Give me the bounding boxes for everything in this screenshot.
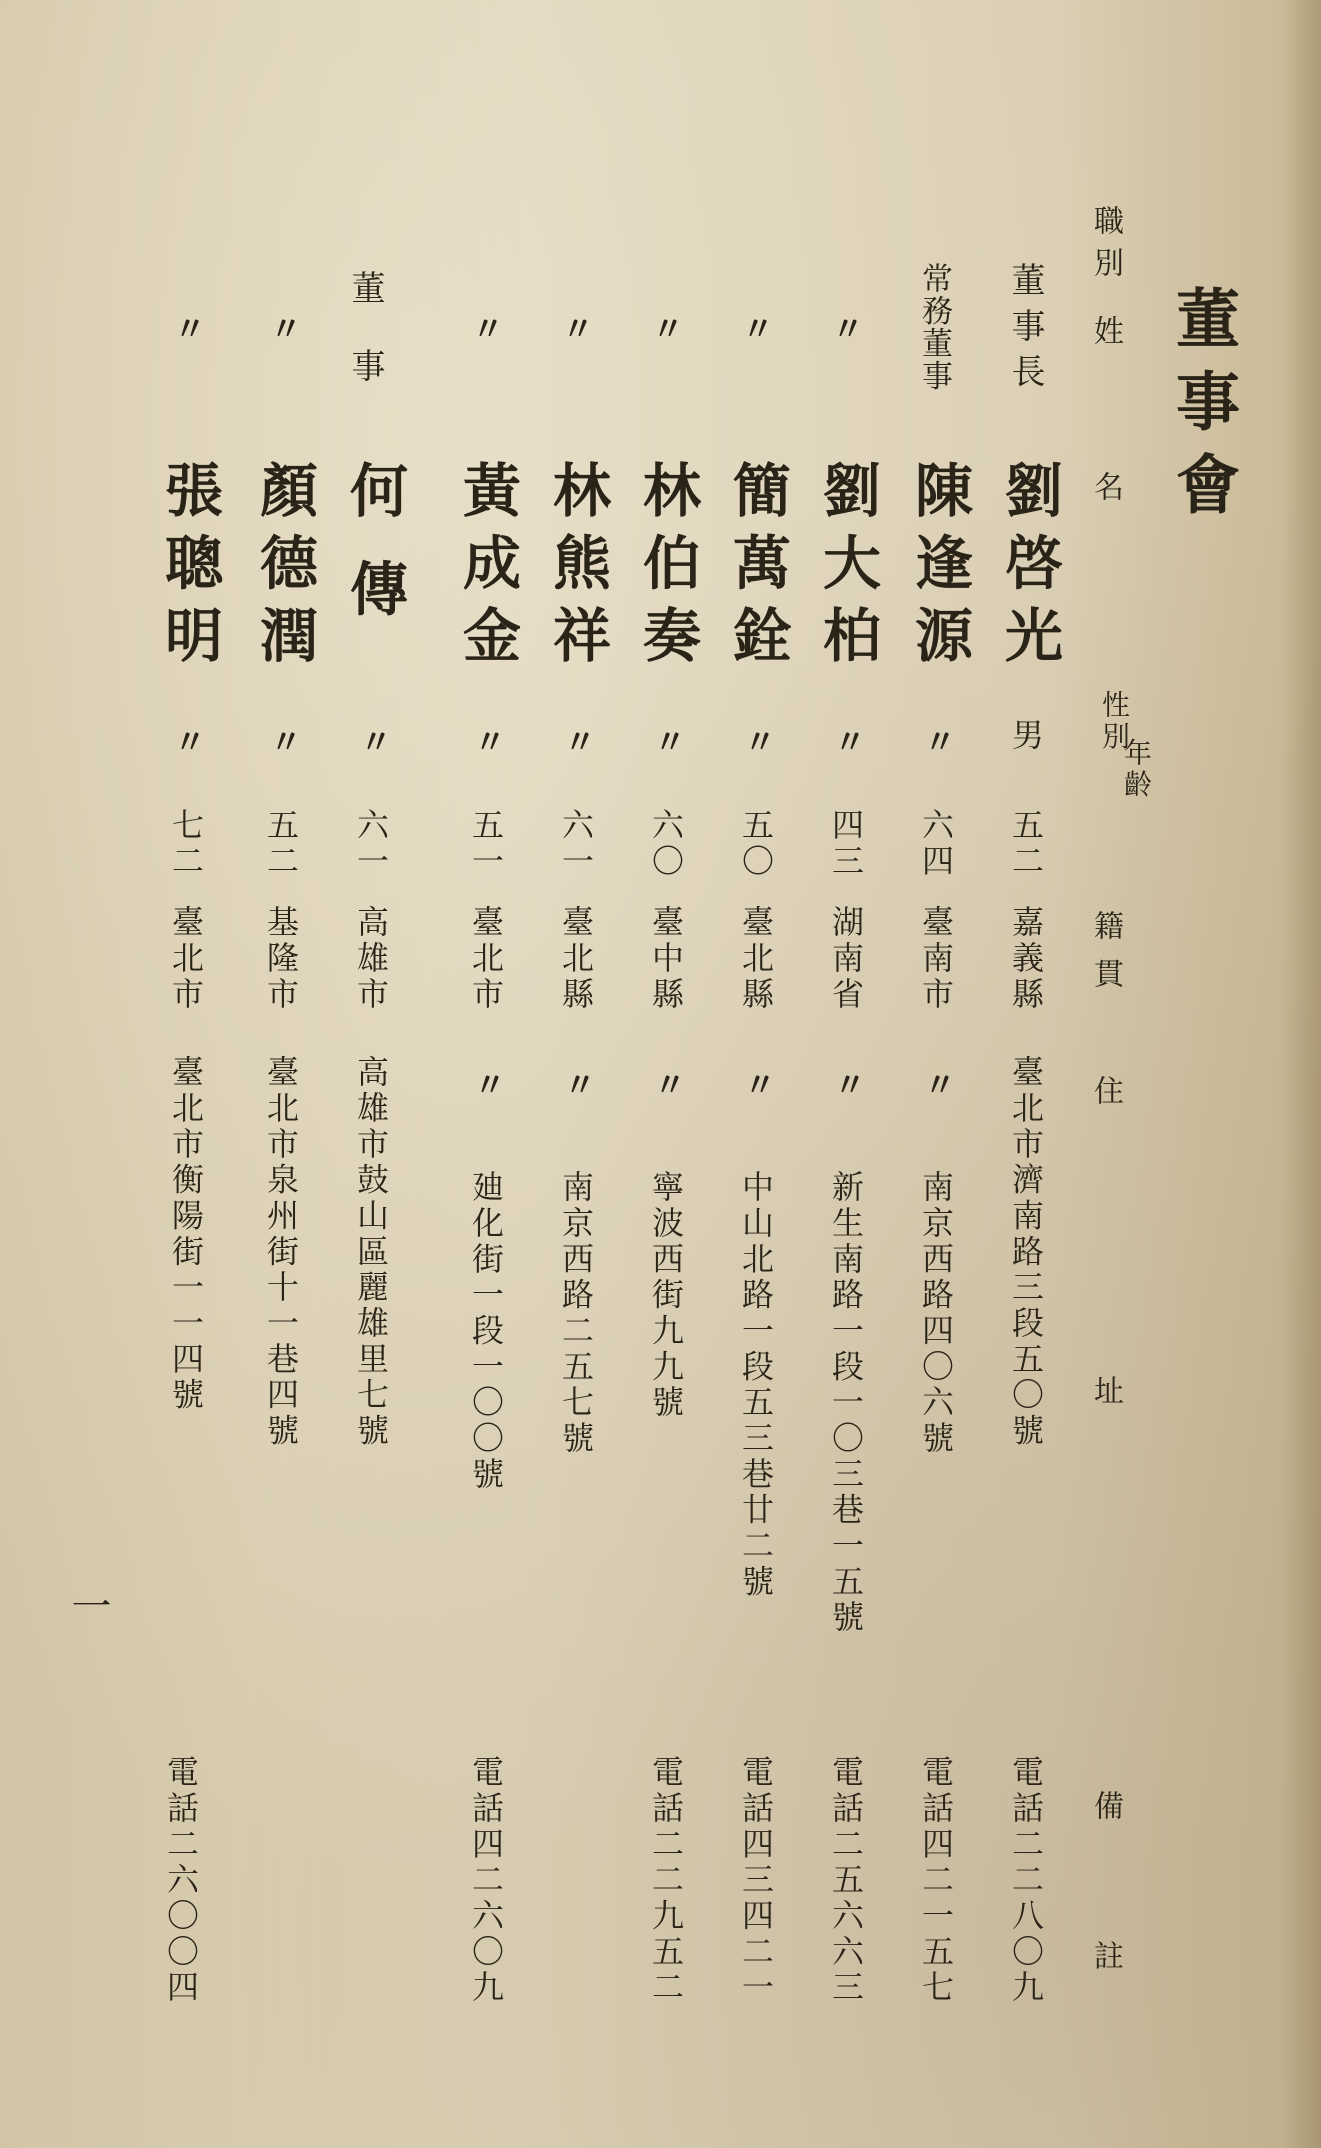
- row-address: 南京西路四〇六號: [917, 1170, 955, 1457]
- row-origin: 臺北市: [467, 905, 505, 1013]
- header-name: 姓名: [1088, 315, 1123, 627]
- header-sex: 性別: [1098, 690, 1131, 753]
- row-name: 黃成金: [453, 460, 521, 678]
- row-age: 六一: [352, 808, 390, 880]
- row-age: 五二: [1007, 808, 1045, 880]
- row-sex: 男: [1007, 718, 1045, 754]
- row-phone: 電話四三四二一: [737, 1755, 775, 2006]
- row-address: 新生南路一段一〇三巷一五號: [827, 1170, 865, 1636]
- row-address-ditto: 〃: [739, 1068, 777, 1104]
- row-name: 陳逢源: [905, 460, 973, 678]
- row-role: 〃: [827, 312, 865, 348]
- row-origin: 臺北縣: [737, 905, 775, 1013]
- header-age: 年齡: [1120, 738, 1153, 801]
- row-age: 四三: [827, 808, 865, 880]
- row-age: 六一: [557, 808, 595, 880]
- row-address: 南京西路二五七號: [557, 1170, 595, 1457]
- row-sex: 〃: [265, 725, 303, 761]
- row-name: 劉大柏: [813, 460, 881, 678]
- row-role: 〃: [647, 312, 685, 348]
- header-origin: 籍貫: [1088, 910, 1123, 1006]
- row-role: 董事: [345, 270, 385, 427]
- row-age: 六四: [917, 808, 955, 880]
- row-sex: 〃: [829, 725, 867, 761]
- row-origin: 高雄市: [352, 905, 390, 1013]
- row-role: 〃: [737, 312, 775, 348]
- row-sex: 〃: [919, 725, 957, 761]
- row-name: 林伯奏: [633, 460, 701, 678]
- row-address-ditto: 〃: [829, 1068, 867, 1104]
- row-role: 常務董事: [916, 262, 952, 393]
- row-origin: 湖南省: [827, 905, 865, 1013]
- row-name: 林熊祥: [543, 460, 611, 678]
- row-age: 五一: [467, 808, 505, 880]
- row-origin: 臺中縣: [647, 905, 685, 1013]
- row-phone: 電話二五六六三: [827, 1755, 865, 2006]
- row-name: 簡萬銓: [723, 460, 791, 678]
- row-address: 臺北市泉州街十一巷四號: [262, 1055, 300, 1450]
- row-address: 臺北市濟南路三段五〇號: [1007, 1055, 1045, 1450]
- row-age: 六〇: [647, 808, 685, 880]
- row-origin: 基隆市: [262, 905, 300, 1013]
- row-phone: 電話二二八〇九: [1007, 1755, 1045, 2006]
- row-address-ditto: 〃: [559, 1068, 597, 1104]
- row-address-ditto: 〃: [649, 1068, 687, 1104]
- row-role: 〃: [265, 312, 303, 348]
- row-origin: 臺北縣: [557, 905, 595, 1013]
- row-phone: 電話二六〇〇四: [162, 1755, 200, 2006]
- page-number: 一: [65, 1585, 111, 1625]
- row-sex: 〃: [469, 725, 507, 761]
- page-title: 董事會: [1165, 285, 1240, 535]
- row-sex: 〃: [649, 725, 687, 761]
- page-edge-shadow: [1281, 0, 1321, 2148]
- header-role: 職別: [1088, 205, 1123, 289]
- row-address: 臺北市衡陽街一一四號: [167, 1055, 205, 1414]
- row-phone: 電話四二一五七: [917, 1755, 955, 2006]
- row-address: 寧波西街九九號: [647, 1170, 685, 1421]
- header-address: 住址: [1088, 1075, 1123, 1675]
- row-origin: 嘉義縣: [1007, 905, 1045, 1013]
- row-age: 七二: [167, 808, 205, 880]
- row-role: 〃: [169, 312, 207, 348]
- row-age: 五二: [262, 808, 300, 880]
- row-age: 五〇: [737, 808, 775, 880]
- row-origin: 臺南市: [917, 905, 955, 1013]
- row-name: 顏德潤: [250, 460, 318, 678]
- row-role: 〃: [467, 312, 505, 348]
- row-sex: 〃: [355, 725, 393, 761]
- row-address: 中山北路一段五三巷廿二號: [737, 1170, 775, 1601]
- row-role: 董事長: [1005, 262, 1045, 400]
- row-role: 〃: [557, 312, 595, 348]
- row-address-ditto: 〃: [919, 1068, 957, 1104]
- row-sex: 〃: [169, 725, 207, 761]
- row-name: 何傳: [340, 460, 408, 658]
- row-sex: 〃: [739, 725, 777, 761]
- row-phone: 電話二二九五二: [647, 1755, 685, 2006]
- row-address: 高雄市鼓山區麗雄里七號: [352, 1055, 390, 1450]
- row-origin: 臺北市: [167, 905, 205, 1013]
- row-name: 張聰明: [155, 460, 223, 678]
- header-remarks: 備註: [1088, 1790, 1123, 2090]
- row-address-ditto: 〃: [469, 1068, 507, 1104]
- row-phone: 電話四二六〇九: [467, 1755, 505, 2006]
- row-sex: 〃: [559, 725, 597, 761]
- row-address: 廸化街一段一〇〇號: [467, 1170, 505, 1493]
- row-name: 劉啓光: [995, 460, 1063, 678]
